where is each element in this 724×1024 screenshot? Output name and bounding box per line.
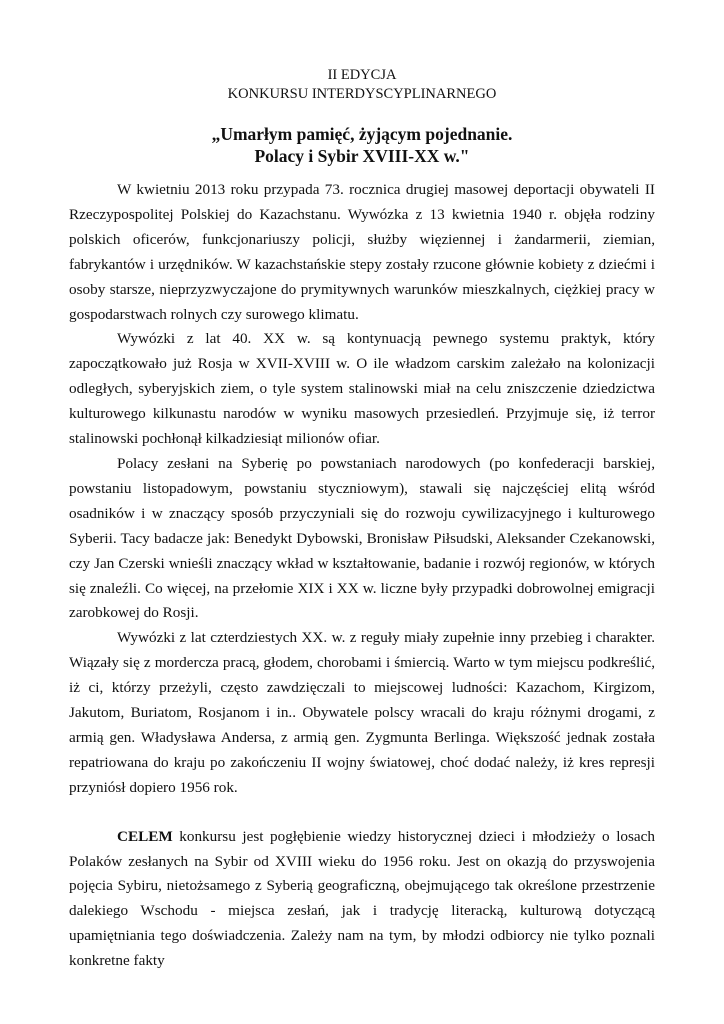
- paragraph-wwii-deportations: Wywózki z lat czterdziestych XX. w. z reguły miały zupełnie inny przebieg i charakter. Wiązały się z mordercza pracą, głodem, chorobami i śmiercią. Warto w tym miejscu podkreślić, iż ci, którzy przeżyli, często zawdzięczali to miejscowej ludności: Kazachom, Kirgizom, Jakutom, Buriatom, Rosjanom i in.. Obywatele polscy wracali do kraju różnymi drogami, z armią gen. Władysława Andersa, z armią gen. Zygmunta Berlinga. Większość jednak została repatriowana do kraju po zakończeniu II wojny światowej, choć dodać należy, iż kres represji przyniósł dopiero 1956 rok.: [69, 629, 655, 796]
- document-title: [0, 123, 724, 167]
- goal-text: konkursu jest pogłębienie wiedzy historycznej dzieci i młodzieży o losach Polaków zesłanych na Sybir od XVIII wieku do 1956 roku. Jest on okazją do przyswojenia pojęcia Sybiru, nietożsamego z Syberią geograficzną, obejmującego tak określone przestrzenie dalekiego Wschodu - miejsca zesłań, jak i tradycję literacką, kulturową dotyczącą upamiętniania tego doświadczenia. Zależy nam na tym, by młodzi odbiorcy nie tylko poznali konkretne fakty: [69, 827, 655, 970]
- title-line-2: Polacy i Sybir XVIII-XX w.": [254, 146, 470, 166]
- title-line-1: „Umarłym pamięć, żyjącym pojednanie.: [211, 124, 513, 144]
- edition-line: II EDYCJA: [327, 67, 397, 83]
- paragraph-poles-in-siberia: Polacy zesłani na Syberię po powstaniach narodowych (po konfederacji barskiej, powstaniu listopadowym, powstaniu styczniowym), stawali się najczęściej elitą wśród osadników i w znaczący sposób przyczyniali się do rozwoju cywilizacyjnego i kulturowego Syberii. Tacy badacze jak: Benedykt Dybowski, Bronisław Piłsudski, Aleksander Czekanowski, czy Jan Czerski wnieśli znaczący wkład w kształtowanie, badanie i rozwój regionów, w których się znaleźli. Co więcej, na przełomie XIX i XX w. liczne były przypadki dobrowolnej emigracji zarobkowej do Rosji.: [69, 454, 655, 622]
- contest-name-line: KONKURSU INTERDYSCYPLINARNEGO: [227, 86, 497, 102]
- goal-lead: CELEM: [117, 827, 173, 845]
- paragraph-deportation-1940: W kwietniu 2013 roku przypada 73. rocznica drugiej masowej deportacji obywateli II Rzeczypospolitej Polskiej do Kazachstanu. Wywózka z 13 kwietnia 1940 r. objęła rodziny polskich oficerów, funkcjonariuszy policji, służby więziennej i żandarmerii, ziemian, fabrykantów i urzędników. W kazachstańskie stepy zostały rzucone głównie kobiety z dziećmi i osoby starsze, nieprzyzwyczajone do prymitywnych warunków mieszkalnych, ciężkiej pracy w gospodarstwach rolnych czy surowego klimatu.: [69, 181, 655, 323]
- contest-header: [0, 66, 724, 104]
- document-body: [69, 178, 655, 974]
- paragraph-stalinist-deportations: Wywózki z lat 40. XX w. są kontynuacją pewnego systemu praktyk, który zapoczątkowało już Rosja w XVII-XVIII w. O ile władzom carskim zależało na kolonizacji odległych, syberyjskich ziem, o tyle system stalinowski miał na celu zniszczenie dziedzictwa kulturowego kilkunastu narodów w wyniku masowych przesiedleń. Przyjmuje się, iż terror stalinowski pochłonął kilkadziesiąt milionów ofiar.: [69, 330, 655, 448]
- paragraph-contest-goal: [69, 825, 655, 974]
